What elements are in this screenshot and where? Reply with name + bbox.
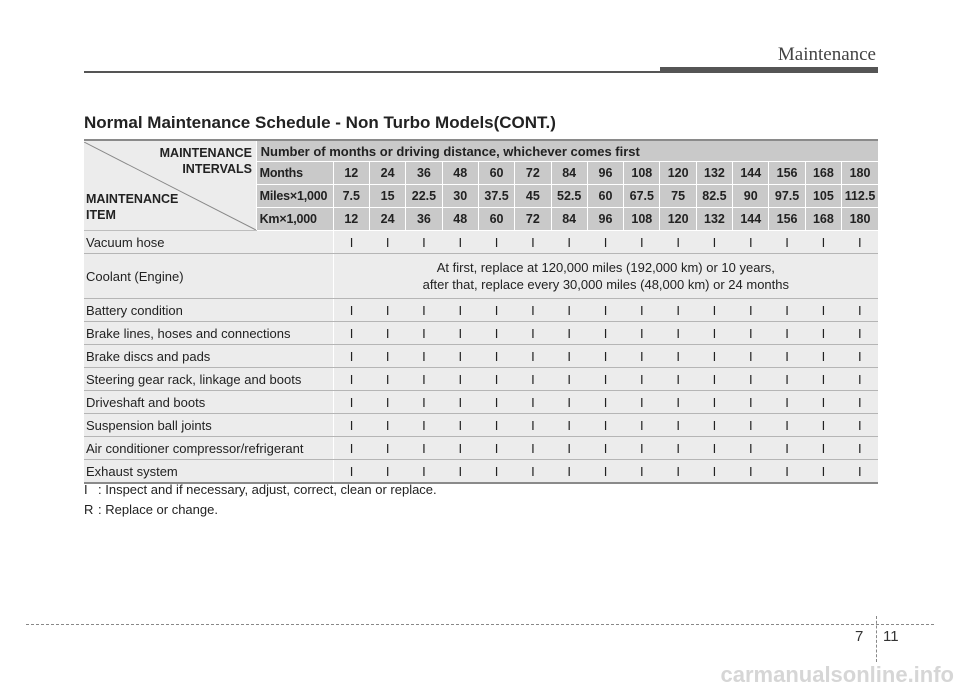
schedule-mark: I — [406, 368, 442, 391]
schedule-mark: I — [369, 368, 405, 391]
schedule-mark: I — [587, 391, 623, 414]
item-note-line: At first, replace at 120,000 miles (192,000 km) or 10 years, — [436, 260, 775, 275]
schedule-mark: I — [660, 345, 696, 368]
schedule-mark: I — [515, 460, 551, 484]
item-name: Driveshaft and boots — [84, 391, 333, 414]
schedule-mark: I — [442, 437, 478, 460]
schedule-mark: I — [442, 322, 478, 345]
chapter-number: 7 — [855, 628, 864, 645]
schedule-mark: I — [696, 437, 732, 460]
item-name: Battery condition — [84, 299, 333, 322]
schedule-mark: I — [805, 368, 841, 391]
schedule-mark: I — [442, 345, 478, 368]
interval-value: 180 — [842, 162, 878, 185]
schedule-mark: I — [478, 368, 514, 391]
schedule-mark: I — [478, 345, 514, 368]
corner-intervals-label: MAINTENANCE INTERVALS — [159, 145, 252, 176]
interval-value: 82.5 — [696, 185, 732, 208]
interval-value: 36 — [406, 162, 442, 185]
schedule-mark: I — [551, 345, 587, 368]
schedule-mark: I — [515, 322, 551, 345]
schedule-mark: I — [696, 414, 732, 437]
interval-value: 7.5 — [333, 185, 369, 208]
schedule-mark: I — [442, 391, 478, 414]
maintenance-schedule-table — [84, 139, 878, 484]
schedule-mark: I — [624, 414, 660, 437]
schedule-mark: I — [805, 437, 841, 460]
schedule-mark: I — [769, 299, 805, 322]
table-row — [84, 322, 878, 345]
schedule-mark: I — [769, 391, 805, 414]
schedule-mark: I — [551, 414, 587, 437]
schedule-mark: I — [660, 322, 696, 345]
schedule-mark: I — [842, 437, 878, 460]
interval-value: 60 — [478, 162, 514, 185]
schedule-mark: I — [369, 414, 405, 437]
schedule-mark: I — [551, 391, 587, 414]
interval-value: 37.5 — [478, 185, 514, 208]
schedule-mark: I — [769, 368, 805, 391]
schedule-mark: I — [369, 299, 405, 322]
interval-value: 15 — [369, 185, 405, 208]
footer-rule — [26, 624, 934, 625]
schedule-mark: I — [842, 345, 878, 368]
schedule-mark: I — [478, 391, 514, 414]
footer-divider — [876, 616, 877, 662]
schedule-mark: I — [805, 322, 841, 345]
schedule-mark: I — [624, 299, 660, 322]
schedule-mark: I — [551, 437, 587, 460]
schedule-mark: I — [660, 231, 696, 254]
schedule-mark: I — [842, 460, 878, 484]
schedule-mark: I — [769, 460, 805, 484]
schedule-mark: I — [733, 391, 769, 414]
schedule-mark: I — [660, 437, 696, 460]
interval-value: 24 — [369, 162, 405, 185]
schedule-mark: I — [406, 345, 442, 368]
schedule-mark: I — [733, 345, 769, 368]
interval-value: 112.5 — [842, 185, 878, 208]
schedule-mark: I — [333, 437, 369, 460]
watermark-text: carmanualsonline.info — [720, 662, 954, 687]
schedule-mark: I — [478, 299, 514, 322]
item-name: Vacuum hose — [84, 231, 333, 254]
page-title: Normal Maintenance Schedule - Non Turbo Models(CONT.) — [84, 113, 556, 132]
schedule-mark: I — [696, 368, 732, 391]
schedule-mark: I — [442, 414, 478, 437]
schedule-mark: I — [333, 391, 369, 414]
schedule-mark: I — [587, 414, 623, 437]
schedule-mark: I — [660, 391, 696, 414]
interval-value: 48 — [442, 208, 478, 231]
schedule-mark: I — [733, 231, 769, 254]
interval-value: 75 — [660, 185, 696, 208]
schedule-mark: I — [369, 322, 405, 345]
interval-value: 96 — [587, 162, 623, 185]
schedule-mark: I — [842, 322, 878, 345]
interval-value: 24 — [369, 208, 405, 231]
interval-value: 105 — [805, 185, 841, 208]
schedule-mark: I — [369, 231, 405, 254]
table-row — [84, 299, 878, 322]
schedule-mark: I — [769, 231, 805, 254]
interval-value: 120 — [660, 208, 696, 231]
schedule-mark: I — [515, 345, 551, 368]
table-row — [84, 345, 878, 368]
schedule-mark: I — [478, 414, 514, 437]
interval-value: 48 — [442, 162, 478, 185]
item-name: Air conditioner compressor/refrigerant — [84, 437, 333, 460]
table-row — [84, 460, 878, 484]
interval-value: 132 — [696, 162, 732, 185]
item-name: Suspension ball joints — [84, 414, 333, 437]
header-rule — [84, 71, 660, 73]
interval-value: 144 — [733, 162, 769, 185]
interval-value: 84 — [551, 162, 587, 185]
schedule-mark: I — [515, 414, 551, 437]
schedule-mark: I — [551, 460, 587, 484]
table-row — [84, 437, 878, 460]
interval-value: 156 — [769, 162, 805, 185]
schedule-mark: I — [515, 391, 551, 414]
schedule-mark: I — [478, 460, 514, 484]
schedule-mark: I — [406, 231, 442, 254]
item-name: Coolant (Engine) — [84, 254, 333, 299]
interval-row-label: Months — [256, 162, 333, 185]
interval-value: 96 — [587, 208, 623, 231]
schedule-mark: I — [769, 322, 805, 345]
schedule-mark: I — [733, 437, 769, 460]
interval-value: 60 — [478, 208, 514, 231]
schedule-mark: I — [333, 345, 369, 368]
schedule-mark: I — [406, 322, 442, 345]
interval-value: 180 — [842, 208, 878, 231]
schedule-mark: I — [587, 437, 623, 460]
schedule-mark: I — [769, 437, 805, 460]
interval-row-label: Miles×1,000 — [256, 185, 333, 208]
table-row — [84, 254, 878, 299]
schedule-mark: I — [733, 460, 769, 484]
schedule-mark: I — [369, 345, 405, 368]
schedule-mark: I — [624, 460, 660, 484]
schedule-mark: I — [587, 299, 623, 322]
schedule-mark: I — [406, 460, 442, 484]
legend-symbol: R — [84, 502, 94, 517]
interval-value: 60 — [587, 185, 623, 208]
item-note — [333, 254, 878, 299]
schedule-mark: I — [442, 368, 478, 391]
schedule-mark: I — [624, 322, 660, 345]
schedule-mark: I — [478, 437, 514, 460]
schedule-mark: I — [805, 460, 841, 484]
schedule-mark: I — [660, 368, 696, 391]
schedule-mark: I — [660, 414, 696, 437]
schedule-mark: I — [478, 231, 514, 254]
schedule-mark: I — [333, 322, 369, 345]
schedule-mark: I — [733, 322, 769, 345]
schedule-mark: I — [696, 391, 732, 414]
schedule-mark: I — [769, 345, 805, 368]
schedule-mark: I — [587, 322, 623, 345]
schedule-mark: I — [842, 368, 878, 391]
schedule-mark: I — [515, 368, 551, 391]
schedule-mark: I — [624, 345, 660, 368]
schedule-mark: I — [406, 299, 442, 322]
page-number: 11 — [883, 628, 899, 645]
schedule-mark: I — [442, 460, 478, 484]
interval-value: 12 — [333, 162, 369, 185]
interval-value: 84 — [551, 208, 587, 231]
schedule-mark: I — [842, 391, 878, 414]
header-rule-thick — [660, 67, 878, 73]
schedule-mark: I — [442, 299, 478, 322]
interval-value: 144 — [733, 208, 769, 231]
schedule-mark: I — [333, 231, 369, 254]
section-header: Maintenance — [777, 44, 876, 65]
interval-value: 12 — [333, 208, 369, 231]
schedule-mark: I — [587, 460, 623, 484]
schedule-mark: I — [805, 391, 841, 414]
schedule-mark: I — [733, 414, 769, 437]
schedule-mark: I — [587, 231, 623, 254]
schedule-mark: I — [406, 391, 442, 414]
schedule-mark: I — [805, 299, 841, 322]
interval-value: 67.5 — [624, 185, 660, 208]
interval-value: 52.5 — [551, 185, 587, 208]
schedule-mark: I — [805, 231, 841, 254]
schedule-mark: I — [333, 299, 369, 322]
schedule-mark: I — [733, 368, 769, 391]
schedule-mark: I — [515, 299, 551, 322]
legend-symbol: I — [84, 482, 88, 497]
schedule-mark: I — [551, 368, 587, 391]
schedule-mark: I — [442, 231, 478, 254]
schedule-mark: I — [624, 391, 660, 414]
schedule-mark: I — [660, 299, 696, 322]
schedule-mark: I — [587, 368, 623, 391]
header-title-row — [84, 140, 878, 162]
legend-replace — [84, 502, 218, 517]
schedule-mark: I — [515, 231, 551, 254]
schedule-mark: I — [842, 414, 878, 437]
interval-value: 108 — [624, 208, 660, 231]
schedule-mark: I — [369, 437, 405, 460]
table-row — [84, 231, 878, 254]
schedule-mark: I — [406, 414, 442, 437]
interval-value: 156 — [769, 208, 805, 231]
interval-value: 72 — [515, 208, 551, 231]
schedule-mark: I — [515, 437, 551, 460]
schedule-mark: I — [696, 231, 732, 254]
schedule-mark: I — [478, 322, 514, 345]
interval-value: 108 — [624, 162, 660, 185]
interval-value: 36 — [406, 208, 442, 231]
schedule-mark: I — [369, 460, 405, 484]
corner-item-label: MAINTENANCE ITEM — [86, 191, 179, 222]
schedule-mark: I — [696, 460, 732, 484]
schedule-mark: I — [696, 322, 732, 345]
schedule-mark: I — [769, 414, 805, 437]
schedule-mark: I — [805, 345, 841, 368]
schedule-mark: I — [624, 368, 660, 391]
item-name: Brake lines, hoses and connections — [84, 322, 333, 345]
schedule-mark: I — [551, 322, 587, 345]
schedule-mark: I — [733, 299, 769, 322]
schedule-mark: I — [333, 414, 369, 437]
schedule-mark: I — [406, 437, 442, 460]
corner-cell — [84, 140, 256, 231]
schedule-mark: I — [333, 460, 369, 484]
schedule-mark: I — [624, 231, 660, 254]
interval-value: 90 — [733, 185, 769, 208]
interval-value: 30 — [442, 185, 478, 208]
schedule-mark: I — [842, 231, 878, 254]
schedule-mark: I — [696, 299, 732, 322]
interval-value: 45 — [515, 185, 551, 208]
table-row — [84, 368, 878, 391]
schedule-mark: I — [369, 391, 405, 414]
interval-value: 72 — [515, 162, 551, 185]
interval-value: 120 — [660, 162, 696, 185]
table-row — [84, 391, 878, 414]
interval-value: 168 — [805, 208, 841, 231]
schedule-mark: I — [624, 437, 660, 460]
schedule-mark: I — [551, 231, 587, 254]
table-row — [84, 414, 878, 437]
schedule-mark: I — [333, 368, 369, 391]
interval-value: 168 — [805, 162, 841, 185]
schedule-mark: I — [660, 460, 696, 484]
item-name: Steering gear rack, linkage and boots — [84, 368, 333, 391]
legend-text: : Inspect and if necessary, adjust, correct, clean or replace. — [98, 482, 437, 497]
schedule-mark: I — [696, 345, 732, 368]
interval-header-title: Number of months or driving distance, whichever comes first — [256, 140, 878, 162]
item-name: Brake discs and pads — [84, 345, 333, 368]
item-name: Exhaust system — [84, 460, 333, 484]
item-note-line: after that, replace every 30,000 miles (48,000 km) or 24 months — [422, 277, 789, 292]
schedule-mark: I — [587, 345, 623, 368]
interval-row-label: Km×1,000 — [256, 208, 333, 231]
interval-value: 132 — [696, 208, 732, 231]
schedule-mark: I — [842, 299, 878, 322]
legend-inspect — [84, 482, 437, 497]
schedule-mark: I — [805, 414, 841, 437]
interval-value: 22.5 — [406, 185, 442, 208]
legend-text: : Replace or change. — [98, 502, 218, 517]
schedule-mark: I — [551, 299, 587, 322]
interval-value: 97.5 — [769, 185, 805, 208]
